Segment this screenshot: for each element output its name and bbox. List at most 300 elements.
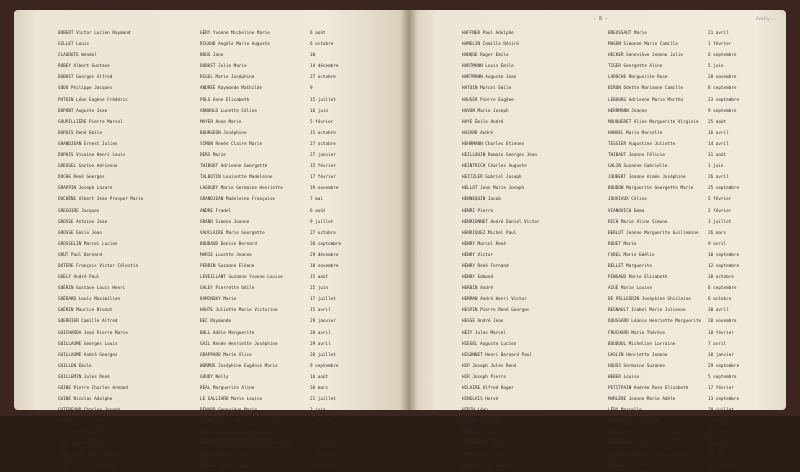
bride-name: STACHER Madeleine Jeanne Georgette (608, 452, 696, 458)
bride-name: PERRIN Suzanne Eléone (200, 263, 255, 269)
groom-name: HAYE Émile André (462, 119, 504, 125)
groom-name: GROSSELIN Marcel Lucien (58, 241, 118, 247)
register-entry (408, 350, 786, 361)
register-entry (408, 427, 786, 438)
groom-name: GUERRIER Camille Alfred (58, 319, 118, 325)
groom-name: HEINTRICH Charles Auguste (462, 164, 527, 170)
groom-name: PATOIN Léon Eugène Frédéric (58, 97, 128, 103)
register-entry (14, 28, 408, 39)
register-entry (408, 294, 786, 305)
marriage-date: 25 juin (310, 286, 329, 292)
marriage-date: 29 septembre (708, 363, 740, 369)
marriage-date: 9 septembre (708, 108, 737, 114)
marriage-date: 6 septembre (708, 53, 737, 59)
groom-name: HÉZY Jules Marcel (462, 330, 506, 336)
groom-name: HIRTH Léon (462, 408, 488, 414)
register-entry (14, 39, 408, 50)
groom-name: HEITZLER Gabriel Joseph (462, 175, 522, 181)
bride-name: SIMON Renée Claire Marie (200, 141, 263, 147)
bride-name: MARGUET Lucie Marie Rose (608, 463, 671, 469)
groom-name: HENRY Victor (462, 252, 494, 258)
marriage-date: 30 (310, 53, 316, 59)
marriage-date: 22 décembre (708, 463, 737, 469)
marriage-date: 31 août (708, 153, 727, 159)
register-entry (408, 206, 786, 217)
register-entry (408, 194, 786, 205)
marriage-date: 15 juillet (310, 97, 336, 103)
bride-name: WAGNER Claire Esther (608, 419, 660, 425)
register-entry (408, 172, 786, 183)
bride-name: RICH Marie Aline Simone (608, 219, 668, 225)
marriage-date: 20 décembre (310, 463, 339, 469)
bride-name: BELLET Marguerite (608, 263, 652, 269)
marriage-date: 16 avril (708, 130, 729, 136)
bride-name: WEBER Louise (608, 374, 640, 380)
register-entry (408, 450, 786, 461)
marriage-date: 15 août (310, 275, 329, 281)
marriage-date: 15 février (310, 164, 336, 170)
book-gutter (400, 10, 418, 410)
marriage-date: 14 avril (708, 141, 729, 147)
register-entry (14, 328, 408, 339)
register-entry (408, 405, 786, 416)
bride-name: GAIL Renée Henriette Joséphine (200, 341, 278, 347)
marriage-date: 20 septembre (310, 241, 342, 247)
register-entry (408, 217, 786, 228)
groom-name: HIR Joseph Pierre (462, 374, 506, 380)
bride-name: RIGEL Marie Joséphine (200, 75, 255, 81)
bride-name: LEBOURG Adrienne Marie Martha (608, 97, 684, 103)
register-entry (14, 272, 408, 283)
marriage-date: 30 mars (310, 386, 329, 391)
groom-name: HENRY Marcel René (462, 241, 506, 247)
marriage-date: 30 janvier (708, 352, 734, 358)
groom-name: DUBOST Georges Alfred (58, 75, 113, 81)
bride-name: GALEY Pierrette Odile (200, 286, 255, 292)
marriage-date: 26 juillet (310, 352, 336, 358)
register-entry (408, 161, 786, 172)
bride-name: REGNAULT Isabel Marie Julienne (608, 308, 686, 314)
groom-name: GUÉRARD Louis Maximilien (58, 297, 121, 303)
groom-name: HORNY Henri Paul (462, 452, 504, 458)
handwritten-note: Sadly ... (755, 16, 776, 22)
bride-name: PAUTRIER Philiberte Albertine Jeanne (200, 441, 294, 447)
marriage-date: 6 août (310, 31, 326, 36)
register-entry (14, 128, 408, 139)
bride-name: JOUVIAUX Céline (608, 197, 647, 203)
groom-name: GUYOT Paul Emile (58, 430, 100, 436)
bride-name: VAUCLE Amélie Valérie Yolande (608, 430, 684, 436)
bride-name: BOURGEON Joséphine (200, 130, 247, 136)
marriage-date: 10 novembre (310, 263, 339, 269)
groom-name: HOUIN Alfred Eugène (462, 463, 512, 469)
bride-name: THIBOUT Adrienne Georgette (200, 164, 268, 170)
groom-name: GROSSE Antoine Jean (58, 219, 108, 225)
bride-name: AVOINE Jeanne Eugénie (200, 463, 255, 469)
groom-name: ROBEY Albert Gustave (58, 64, 110, 70)
register-entry (14, 416, 408, 427)
marriage-date: 29 janvier (310, 319, 336, 325)
register-entry (408, 416, 786, 427)
register-entry (408, 106, 786, 117)
register-entry (408, 150, 786, 161)
bride-name: BIRON Odette Marianne Camille (608, 86, 684, 92)
register-entry (408, 50, 786, 61)
bride-name: VIANOVICH Emma (608, 208, 645, 214)
marriage-date: 16 juin (310, 108, 329, 114)
bride-name: FERON Jeanne Simone (200, 452, 250, 458)
groom-name: GREUSEL Gaston Adrienne (58, 164, 118, 170)
marriage-date: 20 novembre (708, 75, 737, 81)
register-entry (408, 272, 786, 283)
register-entry (14, 95, 408, 106)
bride-name: DERS Marie (200, 153, 226, 159)
marriage-date: 2 février (708, 208, 732, 214)
marriage-date: 19 novembre (310, 186, 339, 192)
marriage-date: 7 avril (708, 341, 727, 347)
bride-name: ROUET Marie (608, 241, 637, 247)
bride-name: MAYER Anne Marie (200, 119, 242, 125)
groom-name: GUINE Pierre Charles Armand (58, 386, 128, 391)
marriage-date: 14 décembre (310, 64, 339, 70)
bride-name: BOLL Adèle Marguerite (200, 330, 255, 336)
marriage-date: 6 octobre (708, 297, 732, 303)
register-entry (14, 427, 408, 438)
register-entry (14, 372, 408, 383)
marriage-date: 6 septembre (708, 286, 737, 292)
bride-name: VAUCLAIRE Marie Georgette (200, 230, 265, 236)
marriage-date: 6 août (310, 208, 326, 214)
bride-name: LE GALLIARD Marie Louise (200, 397, 263, 403)
bride-name: TESSIER Augustine Juliette (608, 141, 676, 147)
marriage-date: 17 juillet (310, 297, 336, 303)
groom-name: DUTERE François Victor Célestin (58, 263, 139, 269)
groom-name: HOARAUCHE Léon (462, 430, 499, 436)
marriage-date: 25 septembre (708, 186, 740, 192)
register-entry (408, 128, 786, 139)
bride-name: ANDRÉE Raymonde Mathilde (200, 86, 263, 92)
groom-name: GUÉRIN Gustave Louis Henri (58, 286, 126, 292)
bride-name: DE PELLEGRIN Joséphine Ghislaine (608, 297, 691, 303)
register-entry (14, 316, 408, 327)
marriage-date: 2 juin (310, 408, 326, 414)
register-entry (14, 206, 408, 217)
groom-name: HESSE André Jean (462, 319, 504, 325)
marriage-date: 17 février (310, 175, 336, 181)
register-entry (408, 239, 786, 250)
marriage-date: 23 septembre (708, 97, 740, 103)
groom-name: GUILLAUME André Georges (58, 352, 118, 358)
bride-name: FAREL Marie Emélie (608, 252, 655, 258)
register-entry (14, 283, 408, 294)
marriage-date: 27 janvier (310, 153, 336, 159)
groom-name: DUPUIS René Emile (58, 130, 102, 136)
groom-name: HENRIONNET André Daniel Victor (462, 219, 540, 225)
bride-name: BOUDON Marguerite Georgette Marie (608, 186, 694, 192)
marriage-date: 6 octobre (310, 42, 334, 48)
groom-name: HENRI Pierre (462, 208, 494, 214)
register-entry (14, 194, 408, 205)
register-entry (408, 183, 786, 194)
marriage-date: 7 juillet (310, 430, 334, 436)
register-entry (408, 117, 786, 128)
bride-name: DUBOST Julie Marie (200, 64, 247, 70)
bride-name: LÉPY Marcelle (608, 408, 642, 414)
register-entry (408, 372, 786, 383)
bride-name: GRANDJEAN Madeleine Françoise (200, 197, 276, 203)
groom-name: GROSSE Emile Jean (58, 230, 102, 236)
marriage-date: 5 juin (708, 64, 724, 70)
marriage-date: 9 (310, 86, 313, 92)
left-page (14, 10, 408, 469)
bride-name: GRAND Simone Jeanne (200, 219, 250, 225)
groom-name: HENRY René Fernand (462, 263, 509, 269)
bride-name: LAGOUDY Marie Germaine Henriette (200, 186, 283, 192)
marriage-date: 26 avril (708, 175, 729, 181)
marriage-date: 14 août (708, 452, 727, 458)
register-entry (14, 250, 408, 261)
groom-name: HAUSER Pierre Eugène (462, 97, 514, 103)
groom-name: HILAIRE Alfred Roger (462, 386, 514, 391)
marriage-date: 15 août (708, 430, 727, 436)
register-entry (14, 150, 408, 161)
marriage-date: 15 octobre (310, 130, 336, 136)
marriage-date: 15 avril (310, 308, 331, 314)
groom-name: HOLZHEIMER Jules (462, 441, 504, 447)
groom-name: HERMAN André Henri Victor (462, 297, 527, 303)
groom-name: GUYOT Louis Jean Michel (58, 463, 118, 469)
register-entry (14, 172, 408, 183)
bride-name: HERRMANN Jeanne (608, 108, 647, 114)
register-entry (14, 350, 408, 361)
bride-name: GÉRY Yvonne Micheline Marie (200, 31, 270, 36)
register-entry (408, 95, 786, 106)
bride-name: BOURGMANN Régina (608, 441, 650, 447)
right-page (408, 10, 786, 469)
bride-name: RÉAL Marguerite Aline (200, 386, 255, 391)
bride-name: HAUTE Juliette Marie Victorine (200, 308, 278, 314)
groom-name: GUINE Nicolas Adolphe (58, 397, 113, 403)
bride-name: JOUBERT Jeanne Aimée Joséphine (608, 175, 686, 181)
groom-name: GUILLEMIN Jules René (58, 374, 110, 380)
bride-name: PETITPAIN Andrée Rose Elisabeth (608, 386, 689, 391)
groom-name: GUYOT Marc Henri (58, 441, 100, 447)
register-entry (408, 250, 786, 261)
bride-name: GALIN Suzanne Gabrielle (608, 164, 668, 170)
groom-name: CLAUDOTE Wendel (58, 53, 97, 59)
register-entry (14, 339, 408, 350)
groom-name: GUTFREUND Charles Joseph (58, 408, 121, 414)
register-entry (408, 83, 786, 94)
groom-name: GUILLAUME Georges Louis (58, 341, 118, 347)
register-entry (408, 39, 786, 50)
groom-name: HIP Joseph Jules René (462, 363, 517, 369)
bride-name: MARLÈRE Jeanne Marie Adèle (608, 397, 676, 403)
bride-name: MARIE Lucette Jeanne (200, 252, 252, 258)
bride-name: MAGON Simonne Marie Camille (608, 42, 678, 48)
marriage-date: 20 novembre (708, 319, 737, 325)
groom-name: GUELY André Paul (58, 275, 100, 281)
bride-name: LAGOUCY Marie-Thérèse Henriette (200, 419, 281, 425)
marriage-date: 26 juillet (310, 441, 336, 447)
bride-name: LAROCHE Marguerite Rose (608, 75, 668, 81)
bride-name: LÉVEILLANT Suzanne Yvonne Louise (200, 275, 283, 281)
groom-name: HESPIN Pierre René Georges (462, 308, 530, 314)
groom-name: GODO Philippe Jacques (58, 86, 113, 92)
marriage-date: 8 septembre (708, 86, 737, 92)
bride-name: ANDRE Fradel (200, 208, 232, 214)
marriage-date: 5 février (310, 119, 334, 125)
groom-name: HAFFNER Paul Adolphe (462, 31, 514, 36)
groom-name: HINGLAIS Hervé (462, 397, 499, 403)
bride-name: BEC Raymonde (200, 319, 232, 325)
register-entry (408, 328, 786, 339)
register-entry (14, 294, 408, 305)
marriage-date: 17 juillet (708, 419, 734, 425)
register-entry (408, 139, 786, 150)
groom-name: DUPUIS Vivaine Henri Louis (58, 153, 126, 159)
marriage-date: 17 février (708, 386, 734, 391)
groom-name: GUICHARDA Jean Pierre Marie (58, 330, 128, 336)
groom-name: HELLOT Jean Marie Joseph (462, 186, 525, 192)
marriage-date: 9 décembre (310, 452, 336, 458)
groom-name: DUCHÊNE Albert Jean Prosper Marie (58, 197, 144, 203)
bride-name: AIGÉ Marie Louise (608, 286, 652, 292)
bride-name: TIGER Georgette Aline (608, 64, 663, 70)
register-entry (408, 461, 786, 472)
groom-name: DUCHE René Georges (58, 175, 105, 181)
register-entry (408, 72, 786, 83)
bride-name: BOUDAUD Denise Bernard (200, 241, 257, 247)
marriage-date: 20 juillet (708, 408, 734, 414)
register-entry (14, 117, 408, 128)
groom-name: HANQUE Roger Emile (462, 53, 509, 59)
bride-name: TALBOTIN Louisette Madeleine (200, 175, 273, 181)
bride-name: THIBAUT Jeanne Félicie (608, 153, 665, 159)
register-entry (14, 305, 408, 316)
marriage-date: 25 août (708, 119, 727, 125)
marriage-date: 10 septembre (708, 252, 740, 258)
groom-name: BOBERT Victor Lucien Raymond (58, 31, 131, 36)
bride-name: NOUS Jane (200, 53, 224, 59)
bride-name: RENARD Geneviève Marie (200, 408, 257, 414)
groom-name: HAVON Marie Joseph (462, 108, 509, 114)
register-entry (14, 450, 408, 461)
marriage-date: 27 octobre (310, 230, 336, 236)
marriage-date: 5 février (708, 197, 732, 203)
groom-name: DUPONT Auguste Jean (58, 108, 108, 114)
register-entry (14, 405, 408, 416)
register-entry (14, 61, 408, 72)
register-entry (14, 438, 408, 449)
groom-name: GUÉRIN Maurice Brunot (58, 308, 113, 314)
marriage-date: 9 septembre (310, 363, 339, 369)
register-entry (408, 228, 786, 239)
marriage-date: 26 mars (708, 230, 727, 236)
groom-name: HAMELIN Camille Désiré (462, 42, 519, 48)
register-entry (14, 106, 408, 117)
register-entry (408, 383, 786, 394)
marriage-date: 30 octobre (708, 275, 734, 281)
marriage-date: 12 septembre (708, 263, 740, 269)
register-entry (14, 261, 408, 272)
groom-name: GRUT Paul Bernard (58, 252, 102, 258)
marriage-date: 27 octobre (310, 141, 336, 147)
groom-name: HEILLOUIN Romain Georges Jean (462, 153, 538, 159)
groom-name: GOUPILLIÈRE Pierre Marcel (58, 119, 123, 125)
marriage-date: 29 décembre (310, 252, 339, 258)
register-entry (14, 217, 408, 228)
groom-name: HEHRMANN Charles Etienne (462, 141, 525, 147)
groom-name: HENRY Edmond (462, 275, 494, 281)
register-entry (14, 139, 408, 150)
register-entry (14, 239, 408, 250)
bride-name: GRAPPARD Marie Alice (200, 352, 252, 358)
groom-name: GUYOT Roger Emile Georges (58, 452, 123, 458)
bride-name: PINGAUD Marie Elisabeth (608, 275, 668, 281)
register-entry (408, 361, 786, 372)
groom-name: HERBIN André (462, 286, 494, 292)
groom-name: HARTMANN Louis Emile (462, 64, 514, 70)
bride-name: HECKER Geneviève Jeanne Julie (608, 53, 684, 59)
bride-name: MOUQUERET Aline Marguerite Virginie (608, 119, 699, 125)
register-entry (408, 305, 786, 316)
bride-name: BREUSSAUT Marie (608, 31, 647, 36)
marriage-date: 18 février (708, 330, 734, 336)
bride-name: POLS Anne Elisabeth (200, 97, 250, 103)
groom-name: HAZARD André (462, 130, 494, 136)
marriage-date: 5 septembre (708, 374, 737, 380)
bride-name: HOUSS Germaine Suzanne (608, 363, 665, 369)
register-entry (408, 261, 786, 272)
groom-name: GRAPPIN Joseph Lazare (58, 186, 113, 192)
bride-name: HANVEL Marie Marcelle (608, 130, 663, 136)
register-entry (14, 72, 408, 83)
marriage-date: 13 septembre (708, 397, 740, 403)
marriage-date: 1 février (708, 42, 732, 48)
marriage-date: 13 avril (708, 441, 729, 447)
bride-name: ARNOULD Lucette Céline (200, 108, 257, 114)
register-entry (14, 83, 408, 94)
groom-name: GUYON Paul Marcel (58, 419, 102, 425)
register-entry (408, 339, 786, 350)
groom-name: GRANDJEAN Ernest Julien (58, 141, 118, 147)
bride-name: KAMINSKY Marie (200, 297, 237, 303)
register-entry (408, 316, 786, 327)
register-entry (14, 161, 408, 172)
groom-name: HATOIN Marcel Emile (462, 86, 512, 92)
register-entry (408, 283, 786, 294)
register-entry (14, 50, 408, 61)
groom-name: HIGONNET Henri Bernard Paul (462, 352, 532, 358)
bride-name: BOUDOUL Micheline Lorraine (608, 341, 676, 347)
register-entry (14, 228, 408, 239)
register-entry (408, 438, 786, 449)
groom-name: HIEGEL Auguste Lucien (462, 341, 517, 347)
register-entry (14, 394, 408, 405)
bride-name: GOUDY Nelly (200, 374, 229, 380)
bride-name: RIGAUD Angèle Marie Auguste (200, 42, 270, 48)
marriage-date: 5 février (310, 419, 334, 425)
groom-name: GUILLEN Émile (58, 363, 92, 369)
bride-name: WORMUS Joséphine Eugénie Marie (200, 363, 278, 369)
marriage-date: 28 avril (310, 330, 331, 336)
register-entry (408, 28, 786, 39)
marriage-date: 16 août (310, 374, 329, 380)
groom-name: HENRIQUEZ Michel Paul (462, 230, 517, 236)
marriage-date: 21 juillet (310, 397, 336, 403)
right-register-list (408, 28, 786, 472)
